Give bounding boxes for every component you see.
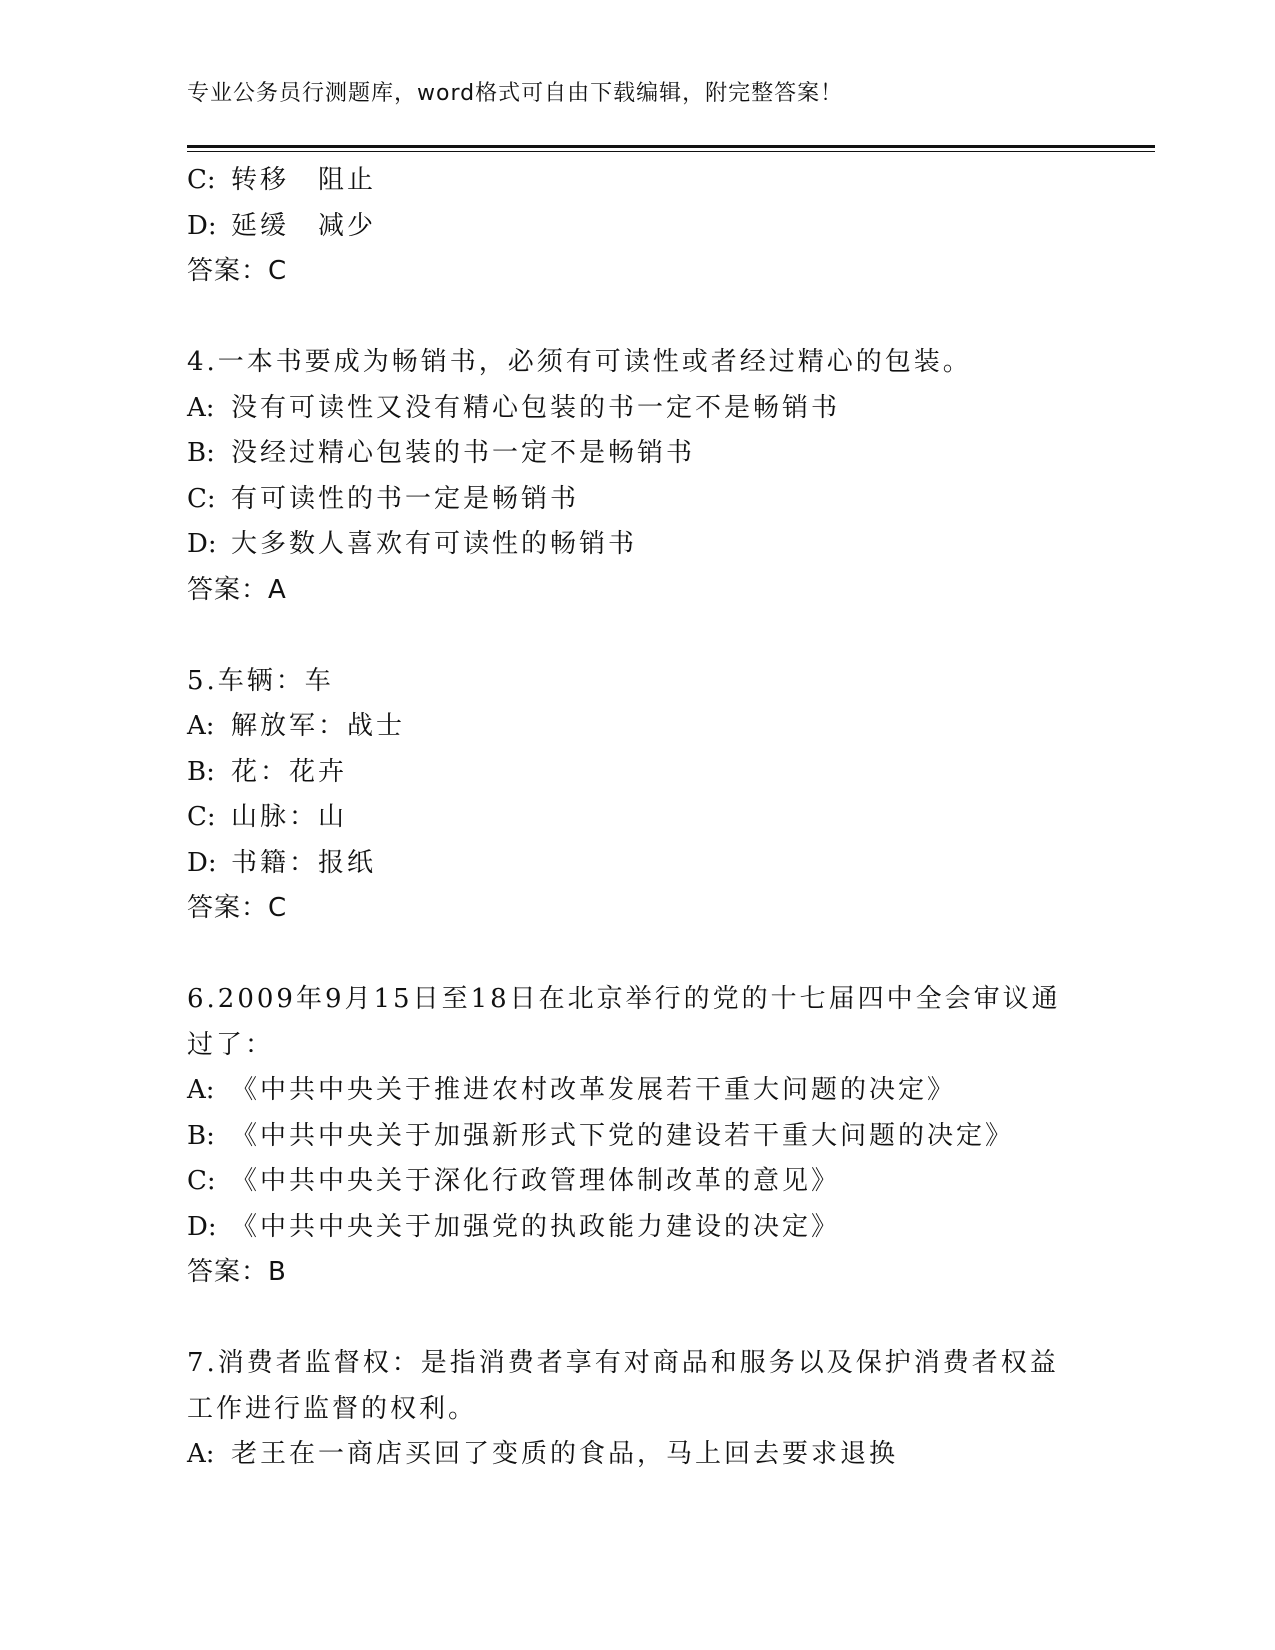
option-letter: D: bbox=[187, 1211, 217, 1242]
answer-line: 答案：B bbox=[187, 1257, 287, 1287]
option-b bbox=[187, 1114, 1087, 1160]
option-letter: C: bbox=[187, 165, 216, 195]
question-stem: 4.一本书要成为畅销书，必须有可读性或者经过精心的包装。 bbox=[187, 347, 972, 377]
spacer bbox=[187, 1296, 1087, 1342]
option-c bbox=[187, 477, 1087, 523]
option-letter: B: bbox=[187, 1120, 215, 1151]
option-text: 《中共中央关于加强新形式下党的建设若干重大问题的决定》 bbox=[231, 1120, 1015, 1151]
option-text: 《中共中央关于推进农村改革发展若干重大问题的决定》 bbox=[231, 1075, 957, 1105]
option-letter: A: bbox=[187, 392, 215, 423]
option-b bbox=[187, 750, 1087, 796]
answer-line: 答案：C bbox=[187, 893, 288, 923]
option-a bbox=[187, 386, 1087, 432]
spacer bbox=[187, 295, 1087, 341]
option-letter: C: bbox=[187, 483, 216, 514]
option-text: 没经过精心包装的书一定不是畅销书 bbox=[231, 438, 696, 468]
option-letter: C: bbox=[187, 802, 216, 832]
option-d bbox=[187, 204, 1087, 250]
question-stem-continued: 过了： bbox=[187, 1029, 275, 1060]
option-letter: D: bbox=[187, 529, 217, 559]
option-d bbox=[187, 1205, 1087, 1251]
option-text: 老王在一商店买回了变质的食品，马上回去要求退换 bbox=[231, 1439, 899, 1469]
option-text: 没有可读性又没有精心包装的书一定不是畅销书 bbox=[231, 392, 841, 423]
option-text: 《中共中央关于深化行政管理体制改革的意见》 bbox=[231, 1166, 841, 1196]
question-stem: 6.2009年9月15日至18日在北京举行的党的十七届四中全会审议通 bbox=[187, 984, 1061, 1014]
option-letter: B: bbox=[187, 438, 215, 468]
option-letter: D: bbox=[187, 847, 217, 878]
option-d bbox=[187, 841, 1087, 887]
question-stem: 7.消费者监督权：是指消费者享有对商品和服务以及保护消费者权益 bbox=[187, 1348, 1059, 1378]
option-letter: B: bbox=[187, 756, 215, 787]
option-text: 山脉：山 bbox=[231, 802, 348, 832]
question-list bbox=[187, 158, 1087, 1478]
option-a bbox=[187, 1432, 1087, 1478]
answer-line: 答案：C bbox=[187, 256, 288, 286]
option-a bbox=[187, 1068, 1087, 1114]
option-text: 延缓 减少 bbox=[231, 210, 377, 241]
option-letter: A: bbox=[187, 1075, 215, 1105]
question-stem-continued: 工作进行监督的权利。 bbox=[187, 1393, 478, 1424]
option-text: 有可读性的书一定是畅销书 bbox=[231, 483, 580, 514]
header-rule-thick bbox=[187, 145, 1155, 148]
option-c bbox=[187, 795, 1087, 841]
option-c bbox=[187, 1159, 1087, 1205]
option-text: 大多数人喜欢有可读性的畅销书 bbox=[231, 529, 638, 559]
question-stem: 5.车辆：车 bbox=[187, 665, 334, 696]
spacer bbox=[187, 613, 1087, 659]
option-letter: C: bbox=[187, 1166, 216, 1196]
header-rule-thin bbox=[187, 151, 1155, 152]
option-d bbox=[187, 522, 1087, 568]
option-letter: A: bbox=[187, 711, 215, 741]
option-letter: D: bbox=[187, 210, 217, 241]
option-text: 《中共中央关于加强党的执政能力建设的决定》 bbox=[231, 1211, 841, 1242]
spacer bbox=[187, 932, 1087, 978]
option-a bbox=[187, 704, 1087, 750]
option-text: 转移 阻止 bbox=[231, 165, 377, 195]
option-text: 花：花卉 bbox=[231, 756, 348, 787]
option-text: 书籍：报纸 bbox=[231, 847, 377, 878]
option-b bbox=[187, 431, 1087, 477]
option-letter: A: bbox=[187, 1439, 215, 1469]
answer-line: 答案：A bbox=[187, 574, 287, 605]
page-header: 专业公务员行测题库，word格式可自由下载编辑，附完整答案！ bbox=[187, 81, 844, 106]
option-c bbox=[187, 158, 1087, 204]
option-text: 解放军：战士 bbox=[231, 711, 406, 741]
